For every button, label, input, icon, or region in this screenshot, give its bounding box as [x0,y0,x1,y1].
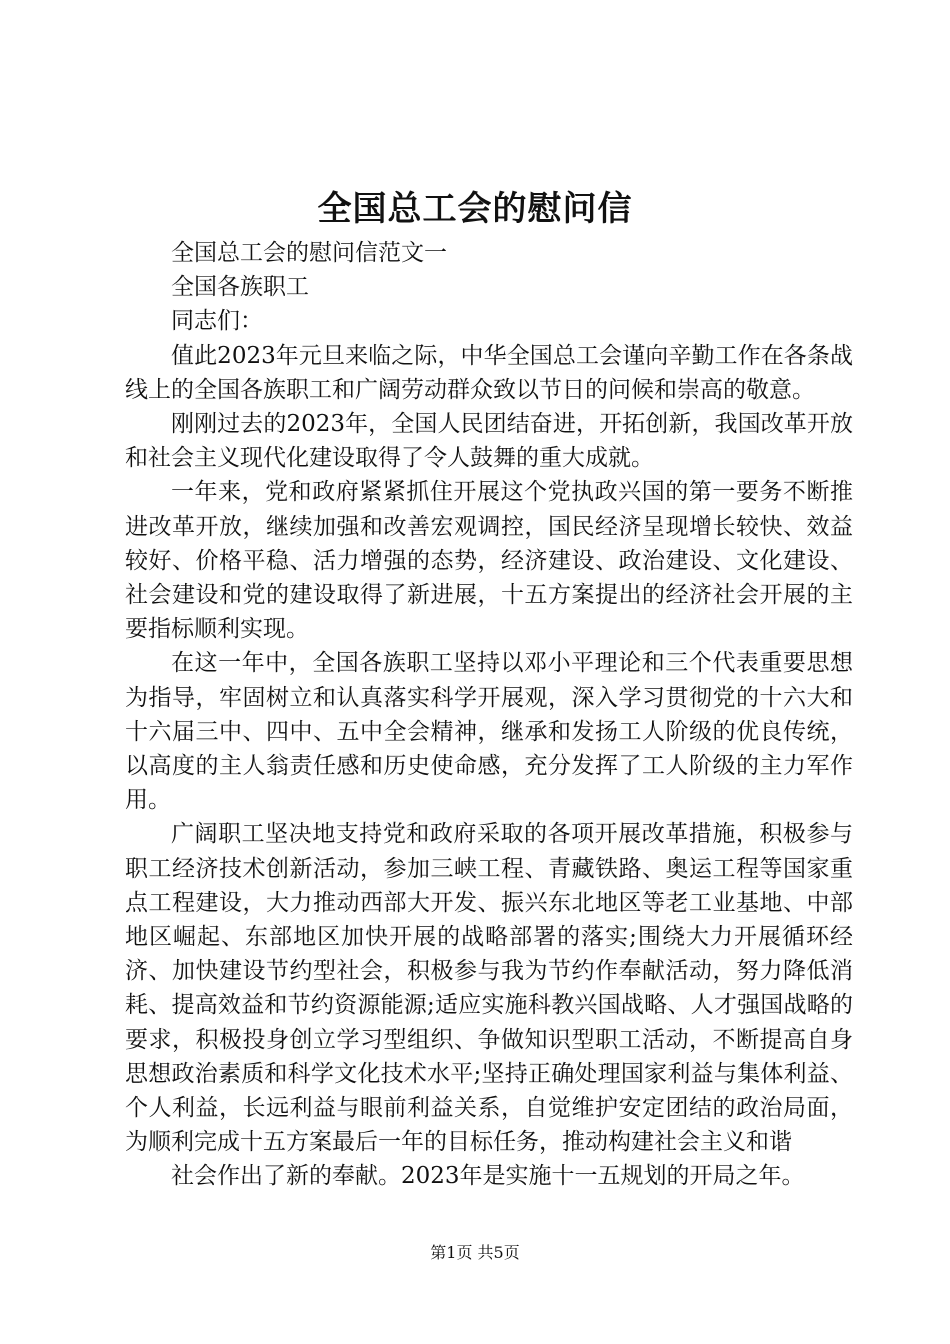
paragraph-salutation: 同志们： [171,308,263,335]
paragraph-body: 广阔职工坚决地支持党和政府采取的各项开展改革措施，积极参与职工经济技术创新活动，参加三峡工程、青藏铁路、奥运工程等国家重点工程建设，大力推动西部大开发、振兴东北地区等老工业基地、中部地区崛起、东部地区加快开展的战略部署的落实;围绕大力开展循环经济、加快建设节约型社会，积极参与我为节约作奉献活动，努力降低消耗、提高效益和节约资源能源;适应实施科教兴国战略、人才强国战略的要求，积极投身创立学习型组织、争做知识型职工活动，不断提高自身思想政治素质和科学文化技术水平;坚持正确处理国家利益与集体利益、个人利益，长远利益与眼前利益关系，自觉维护安定团结的政治局面，为顺利完成十五方案最后一年的目标任务，推动构建社会主义和谐 [125,821,853,1156]
paragraph-body: 刚刚过去的2023年，全国人民团结奋进，开拓创新，我国改革开放和社会主义现代化建设取得了令人鼓舞的重大成就。 [125,411,853,472]
paragraph-heading: 全国总工会的慰问信范文一 [171,240,447,266]
document-title: 全国总工会的慰问信 [317,189,633,229]
paragraph-body: 值此2023年元旦来临之际，中华全国总工会谨向辛勤工作在各条战线上的全国各族职工和广阔劳动群众致以节日的问候和崇高的敬意。 [125,342,853,403]
paragraph-body: 社会作出了新的奉献。2023年是实施十一五规划的开局之年。 [171,1163,805,1190]
page-footer: 第1页 共5页 [430,1243,520,1262]
document-body [125,236,853,1194]
paragraph-body: 在这一年中，全国各族职工坚持以邓小平理论和三个代表重要思想为指导，牢固树立和认真落实科学开展观，深入学习贯彻党的十六大和十六届三中、四中、五中全会精神，继承和发扬工人阶级的优良传统，以高度的主人翁责任感和历史使命感，充分发挥了工人阶级的主力军作用。 [125,650,853,814]
paragraph-body: 一年来，党和政府紧紧抓住开展这个党执政兴国的第一要务不断推进改革开放，继续加强和改善宏观调控，国民经济呈现增长较快、效益较好、价格平稳、活力增强的态势，经济建设、政治建设、文化建设、社会建设和党的建设取得了新进展，十五方案提出的经济社会开展的主要指标顺利实现。 [125,479,853,643]
paragraph-recipient: 全国各族职工 [171,274,309,301]
